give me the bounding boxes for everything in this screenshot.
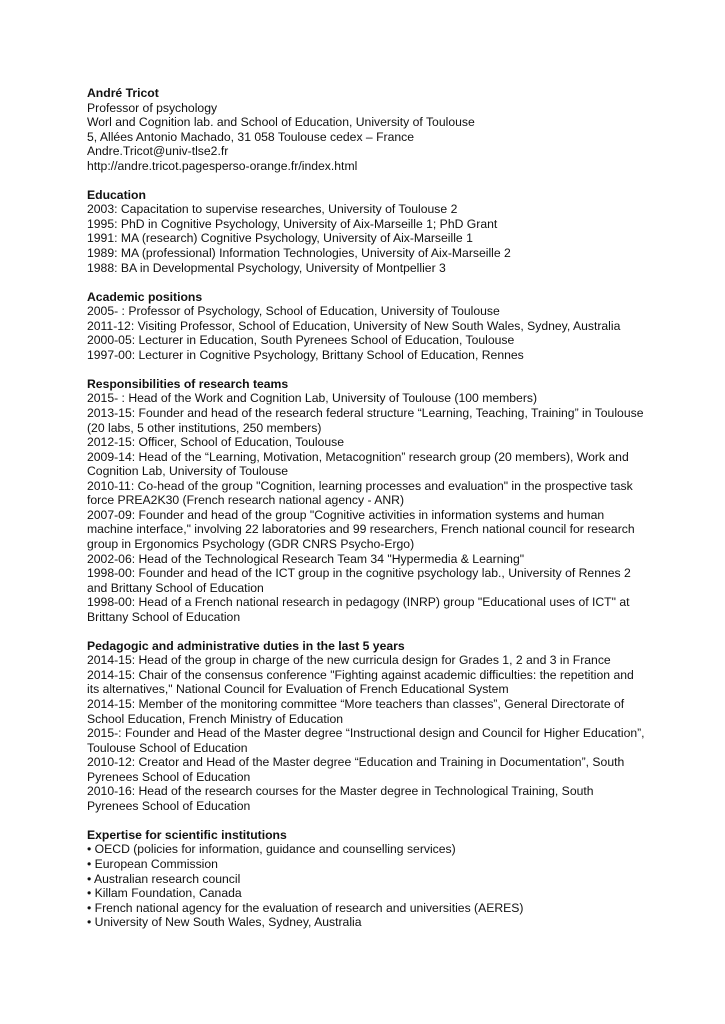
section-item: 2014-15: Chair of the consensus conference "Fighting against academic difficulties: the repetition and its alternatives," National Council for Evaluation of French Educational System xyxy=(87,667,634,697)
section-item: 1998-00: Founder and head of the ICT group in the cognitive psychology lab., University of Rennes 2 and Brittany School of Education xyxy=(87,566,631,595)
section-expertise xyxy=(87,828,647,930)
section-item: 2010-12: Creator and Head of the Master degree “Education and Training in Documentation”, South Pyrenees School of Education xyxy=(87,755,625,784)
section-item: 1988: BA in Developmental Psychology, University of Montpellier 3 xyxy=(87,260,446,275)
section-research-teams xyxy=(87,377,647,624)
section-item: 2000-05: Lecturer in Education, South Pyrenees School of Education, Toulouse xyxy=(87,333,515,348)
section-item: • University of New South Wales, Sydney, Australia xyxy=(87,915,362,930)
section-item: 2015- : Head of the Work and Cognition Lab, University of Toulouse (100 members) xyxy=(87,391,538,406)
section-item: 2009-14: Head of the “Learning, Motivation, Metacognition” research group (20 members), Work and Cognition Lab, University of Toulouse xyxy=(87,449,629,479)
section-item: 2010-16: Head of the research courses for the Master degree in Technological Training, South Pyrenees School of Education xyxy=(87,784,594,813)
section-heading: Expertise for scientific institutions xyxy=(87,827,287,842)
section-academic-positions xyxy=(87,290,647,363)
author-website[interactable]: http://andre.tricot.pagesperso-orange.fr/index.html xyxy=(87,158,358,173)
section-item: • OECD (policies for information, guidance and counselling services) xyxy=(87,842,456,857)
header-block xyxy=(87,86,647,173)
section-item: 2012-15: Officer, School of Education, Toulouse xyxy=(87,435,345,450)
section-heading: Academic positions xyxy=(87,289,203,304)
section-item: 1989: MA (professional) Information Technologies, University of Aix-Marseille 2 xyxy=(87,246,511,261)
section-item: • Australian research council xyxy=(87,871,241,886)
section-item: 1991: MA (research) Cognitive Psychology, University of Aix-Marseille 1 xyxy=(87,231,473,246)
author-name: André Tricot xyxy=(87,86,159,100)
section-education xyxy=(87,188,647,275)
author-affiliation: Worl and Cognition lab. and School of Education, University of Toulouse xyxy=(87,115,475,130)
section-heading: Responsibilities of research teams xyxy=(87,376,289,391)
section-item: 2002-06: Head of the Technological Research Team 34 "Hypermedia & Learning" xyxy=(87,551,525,566)
author-title: Professor of psychology xyxy=(87,100,218,115)
author-address: 5, Allées Antonio Machado, 31 058 Toulouse cedex – France xyxy=(87,129,415,144)
section-heading: Pedagogic and administrative duties in the last 5 years xyxy=(87,638,405,653)
section-item: 2010-11: Co-head of the group "Cognition, learning processes and evaluation" in the prospective task force PREA2K30 (French research national agency - ANR) xyxy=(87,478,633,508)
section-item: 2011-12: Visiting Professor, School of Education, University of New South Wales, Sydney, Australia xyxy=(87,318,621,333)
section-item: 2014-15: Head of the group in charge of the new curricula design for Grades 1, 2 and 3 in France xyxy=(87,653,611,668)
section-pedagogic-duties xyxy=(87,639,647,814)
section-item: 2007-09: Founder and head of the group "Cognitive activities in information systems and human machine interface," involving 22 laboratories and 99 researchers, French national council for research group in Ergonomics Psychology (GDR CNRS Psycho-Ergo) xyxy=(87,507,635,551)
section-item: 1995: PhD in Cognitive Psychology, University of Aix-Marseille 1; PhD Grant xyxy=(87,216,498,231)
section-item: 1997-00: Lecturer in Cognitive Psychology, Brittany School of Education, Rennes xyxy=(87,347,524,362)
section-item: • Killam Foundation, Canada xyxy=(87,886,242,901)
section-item: 2013-15: Founder and head of the research federal structure “Learning, Teaching, Training” in Toulouse (20 labs, 5 other institutions, 250 members) xyxy=(87,406,644,435)
section-item: 2003: Capacitation to supervise researches, University of Toulouse 2 xyxy=(87,202,458,217)
section-item: 1998-00: Head of a French national research in pedagogy (INRP) group "Educational uses of ICT" at Brittany School of Education xyxy=(87,595,630,624)
section-heading: Education xyxy=(87,187,146,202)
section-item: 2015-: Founder and Head of the Master degree “Instructional design and Council for Higher Education”, Toulouse School of Education xyxy=(87,726,645,755)
section-item: 2005- : Professor of Psychology, School of Education, University of Toulouse xyxy=(87,304,500,319)
section-item: • French national agency for the evaluation of research and universities (AERES) xyxy=(87,900,524,915)
section-item: 2014-15: Member of the monitoring committee “More teachers than classes”, General Directorate of School Education, French Ministry of Education xyxy=(87,696,625,726)
section-item: • European Commission xyxy=(87,856,218,871)
cv-page xyxy=(87,86,647,944)
author-email[interactable]: Andre.Tricot@univ-tlse2.fr xyxy=(87,144,229,159)
